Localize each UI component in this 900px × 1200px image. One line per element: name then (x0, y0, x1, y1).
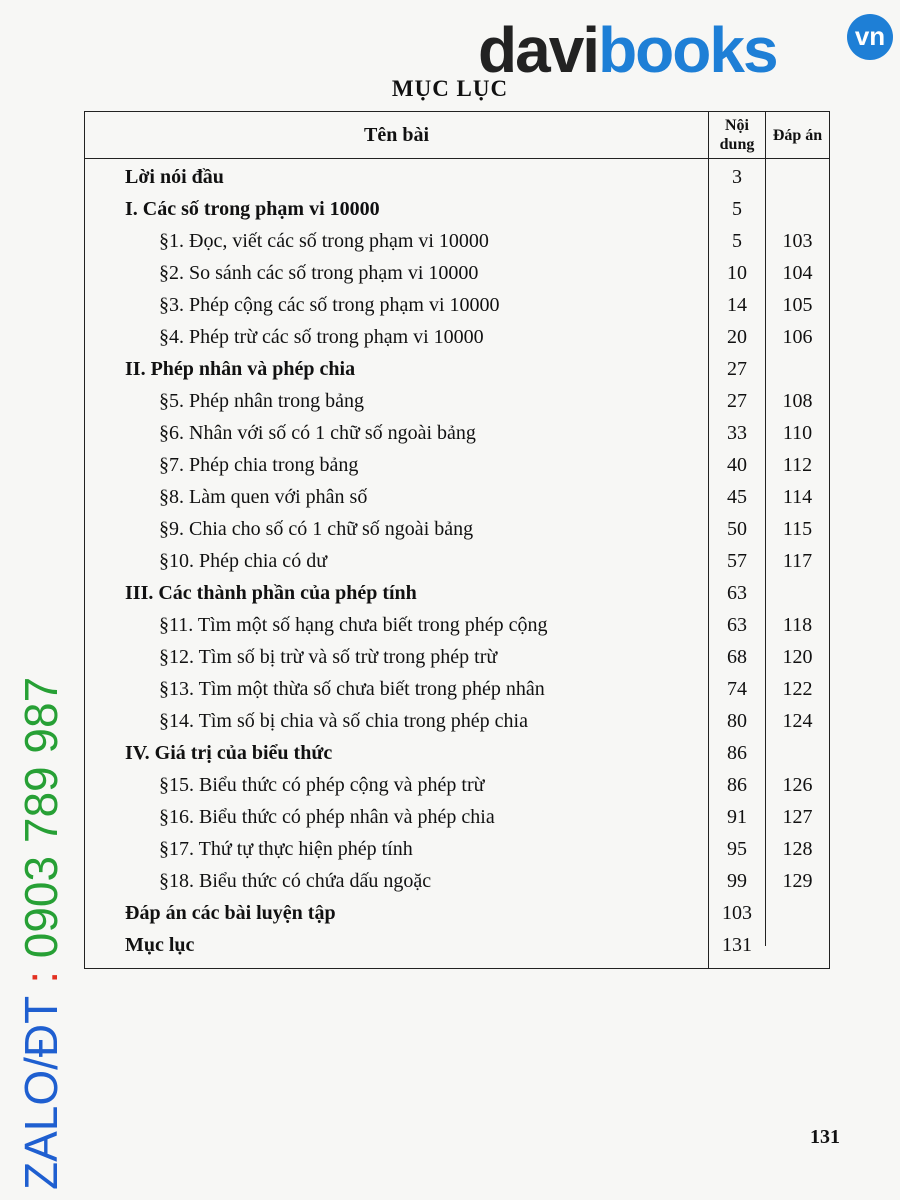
row-title: Lời nói đầu (125, 166, 224, 188)
toc-row (85, 896, 829, 928)
toc-row (85, 352, 829, 384)
row-title: §11. Tìm một số hạng chưa biết trong phép cộng (159, 614, 548, 636)
row-answer-page: 106 (782, 326, 813, 348)
row-title: §3. Phép cộng các số trong phạm vi 10000 (159, 294, 500, 316)
page-title: MỤC LỤC (391, 76, 509, 101)
davibooks-logo: davibooks vn (478, 18, 777, 82)
row-content-page: 50 (727, 518, 747, 540)
toc-row (85, 512, 829, 544)
toc-row (85, 192, 829, 224)
row-title: §12. Tìm số bị trừ và số trừ trong phép trừ (159, 646, 498, 668)
toc-row (85, 448, 829, 480)
toc-table (84, 111, 830, 969)
row-answer-page: 115 (782, 518, 813, 540)
row-answer-page: 117 (782, 550, 813, 572)
row-answer-page: 128 (782, 838, 813, 860)
toc-row (85, 224, 829, 256)
row-title: §16. Biểu thức có phép nhân và phép chia (159, 806, 495, 828)
row-content-page: 86 (727, 742, 747, 764)
toc-row (85, 672, 829, 704)
toc-row (85, 608, 829, 640)
row-content-page: 27 (727, 358, 747, 380)
row-content-page: 20 (727, 326, 747, 348)
row-title: §5. Phép nhân trong bảng (159, 390, 364, 412)
row-answer-page: 124 (782, 710, 813, 732)
row-content-page: 131 (722, 934, 752, 956)
header-content: Nội dung (719, 117, 755, 153)
toc-row (85, 928, 829, 960)
toc-row (85, 160, 829, 192)
row-title: §8. Làm quen với phân số (159, 486, 368, 508)
row-answer-page: 114 (782, 486, 813, 508)
toc-row (85, 544, 829, 576)
row-answer-page: 129 (782, 870, 813, 892)
row-content-page: 40 (727, 454, 747, 476)
header-name: Tên bài (363, 123, 430, 146)
toc-row (85, 480, 829, 512)
toc-row (85, 416, 829, 448)
row-title: §15. Biểu thức có phép cộng và phép trừ (159, 774, 485, 796)
row-content-page: 14 (727, 294, 747, 316)
toc-row (85, 384, 829, 416)
row-title: §18. Biểu thức có chứa dấu ngoặc (159, 870, 432, 892)
row-content-page: 63 (727, 582, 747, 604)
row-title: §1. Đọc, viết các số trong phạm vi 10000 (159, 230, 489, 252)
row-title: III. Các thành phần của phép tính (125, 582, 417, 604)
row-answer-page: 122 (782, 678, 813, 700)
toc-row (85, 736, 829, 768)
row-title: §2. So sánh các số trong phạm vi 10000 (159, 262, 479, 284)
row-answer-page: 104 (782, 262, 813, 284)
row-answer-page: 110 (782, 422, 813, 444)
toc-row (85, 768, 829, 800)
row-content-page: 5 (732, 198, 742, 220)
toc-row (85, 800, 829, 832)
row-content-page: 57 (727, 550, 747, 572)
contact-watermark: ZALO/ĐT : 0903 789 987 (15, 676, 67, 1190)
logo-vn-badge: vn (847, 14, 893, 60)
row-answer-page: 103 (782, 230, 813, 252)
row-content-page: 5 (732, 230, 742, 252)
row-content-page: 3 (732, 166, 742, 188)
row-content-page: 91 (727, 806, 747, 828)
toc-row (85, 576, 829, 608)
row-title: §17. Thứ tự thực hiện phép tính (159, 838, 413, 860)
row-content-page: 68 (727, 646, 747, 668)
row-answer-page: 127 (782, 806, 813, 828)
row-title: §9. Chia cho số có 1 chữ số ngoài bảng (159, 518, 474, 540)
row-content-page: 80 (727, 710, 747, 732)
row-title: Mục lục (125, 934, 195, 956)
header-answer: Đáp án (772, 126, 823, 144)
row-title: IV. Giá trị của biểu thức (125, 742, 333, 764)
toc-row (85, 320, 829, 352)
row-answer-page: 126 (782, 774, 813, 796)
toc-row (85, 640, 829, 672)
row-title: II. Phép nhân và phép chia (125, 358, 356, 380)
row-title: §7. Phép chia trong bảng (159, 454, 359, 476)
row-title: Đáp án các bài luyện tập (125, 902, 336, 924)
row-title: I. Các số trong phạm vi 10000 (125, 198, 380, 220)
toc-row (85, 832, 829, 864)
row-title: §10. Phép chia có dư (159, 550, 328, 572)
row-content-page: 27 (727, 390, 747, 412)
row-content-page: 45 (727, 486, 747, 508)
row-title: §14. Tìm số bị chia và số chia trong phép chia (159, 710, 528, 732)
toc-row (85, 256, 829, 288)
row-answer-page: 120 (782, 646, 813, 668)
toc-row (85, 288, 829, 320)
header-divider (85, 158, 829, 159)
row-content-page: 86 (727, 774, 747, 796)
row-content-page: 63 (727, 614, 747, 636)
row-content-page: 10 (727, 262, 747, 284)
page-number: 131 (810, 1126, 840, 1148)
row-content-page: 103 (722, 902, 752, 924)
row-title: §4. Phép trừ các số trong phạm vi 10000 (159, 326, 484, 348)
toc-row (85, 704, 829, 736)
row-content-page: 33 (727, 422, 747, 444)
row-content-page: 99 (727, 870, 747, 892)
row-content-page: 74 (727, 678, 747, 700)
row-answer-page: 118 (782, 614, 813, 636)
row-answer-page: 112 (782, 454, 813, 476)
row-answer-page: 108 (782, 390, 813, 412)
row-content-page: 95 (727, 838, 747, 860)
toc-row (85, 864, 829, 896)
row-title: §6. Nhân với số có 1 chữ số ngoài bảng (159, 422, 476, 444)
row-title: §13. Tìm một thừa số chưa biết trong phép nhân (159, 678, 545, 700)
row-answer-page: 105 (782, 294, 813, 316)
